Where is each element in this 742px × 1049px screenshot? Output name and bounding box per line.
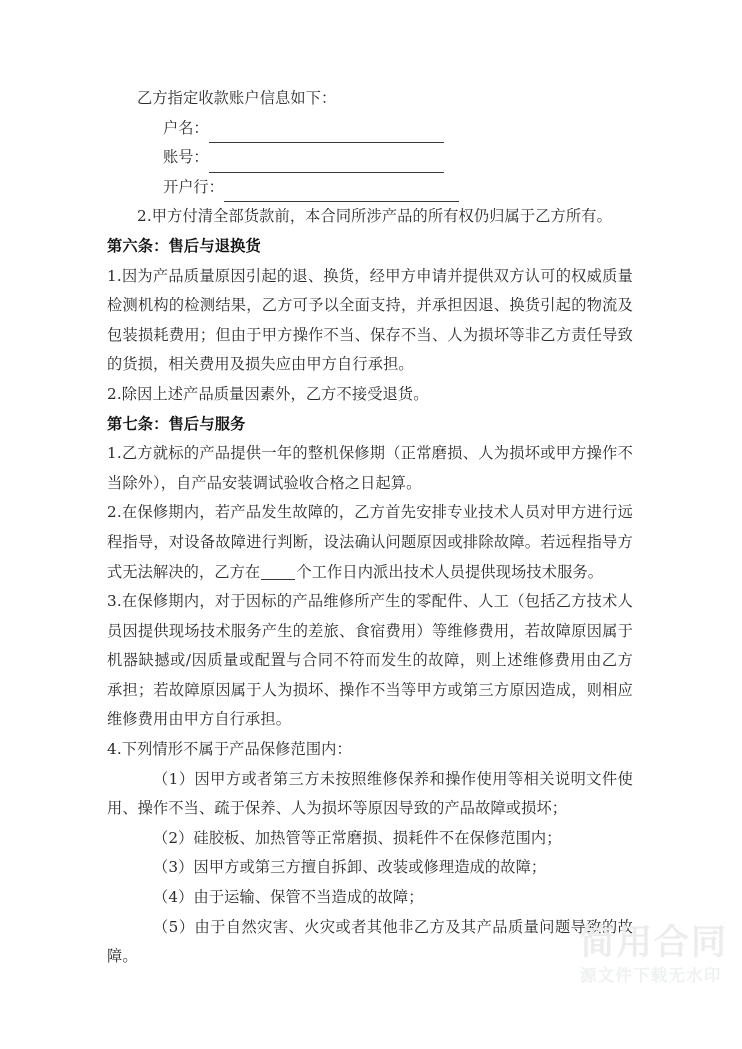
field-blank-account-number[interactable]	[209, 151, 444, 173]
clause-6-item-1: 1.因为产品质量原因引起的退、换货，经甲方申请并提供双方认可的权威质量检测机构的检测结果，乙方可予以全面支持，并承担因退、换货引起的物流及包装损耗费用；但由于甲方操作不当、保存不当、人为损坏等非乙方责任导致的货损，相关费用及损失应由甲方自行承担。	[107, 266, 633, 374]
document-body	[107, 84, 633, 972]
field-label-account-name: 户名：	[163, 118, 209, 137]
clause-7-item-2-text-after-blank: 个工作日内派出技术人员提供现场技术服务。	[296, 562, 604, 581]
clause-7-item-2-text-before-blank: 2.在保修期内，若产品发生故障的，乙方首先安排专业技术人员对甲方进行远程指导，对设备故障进行判断，设法确认问题原因或排除故障。若远程指导方式无法解决的，乙方在	[107, 503, 633, 581]
field-row-account-number	[107, 143, 633, 173]
clause-7-item-4-sub-5: （5）由于自然灾害、火灾或者其他非乙方及其产品质量问题导致的故障。	[107, 917, 633, 966]
field-label-account-number: 账号：	[163, 148, 209, 167]
clause-6-item-2: 2.除因上述产品质量因素外，乙方不接受退货。	[107, 384, 429, 403]
bank-account-intro: 乙方指定收款账户信息如下：	[137, 89, 337, 107]
clause-7-item-4-sub-2: （2）硅胶板、加热管等正常磨损、损耗件不在保修范围内；	[153, 828, 562, 847]
watermark-brand-text: 简用合同	[579, 923, 728, 963]
clause-5-item-2: 2.甲方付清全部货款前，本合同所涉产品的所有权仍归属于乙方所有。	[137, 207, 612, 226]
clause-7-item-3: 3.在保修期内，对于因标的产品维修所产生的零配件、人工（包括乙方技术人员因提供现场技术服务产生的差旅、食宿费用）等维修费用，若故障原因属于机器缺撼或/因质量或配置与合同不符而发生的故障，则上述维修费用由乙方承担；若故障原因属于人为损坏、操作不当等甲方或第三方原因造成，则相应维修费用由甲方自行承担。	[107, 592, 633, 729]
watermark-subtitle-text: 源文件下载无水印	[579, 966, 722, 985]
field-blank-bank-name[interactable]	[224, 180, 459, 202]
field-blank-account-name[interactable]	[209, 121, 444, 143]
clause-7-item-4-sub-3: （3）因甲方或第三方擅自拆卸、改装或修理造成的故障；	[153, 858, 547, 877]
clause-7-heading: 第七条：售后与服务	[107, 414, 246, 433]
field-row-account-name	[107, 114, 633, 144]
clause-7-item-4-sub-1: （1）因甲方或者第三方未按照维修保养和操作使用等相关说明文件使用、操作不当、疏于保养、人为损坏等原因导致的产品故障或损坏；	[107, 769, 633, 818]
clause-7-item-2	[107, 498, 633, 587]
bank-account-fields	[107, 114, 633, 203]
clause-7-item-4-sub-4: （4）由于运输、保管不当造成的故障；	[153, 888, 424, 907]
clause-7-working-days-blank[interactable]	[261, 579, 295, 580]
clause-6-heading: 第六条：售后与退换货	[107, 236, 261, 255]
field-row-bank-name	[107, 173, 633, 203]
field-label-bank-name: 开户行：	[163, 177, 224, 196]
clause-7-item-1: 1.乙方就标的产品提供一年的整机保修期（正常磨损、人为损坏或甲方操作不当除外），自产品安装调试验收合格之日起算。	[107, 444, 633, 492]
clause-7-item-4-intro: 4.下列情形不属于产品保修范围内：	[107, 740, 352, 759]
